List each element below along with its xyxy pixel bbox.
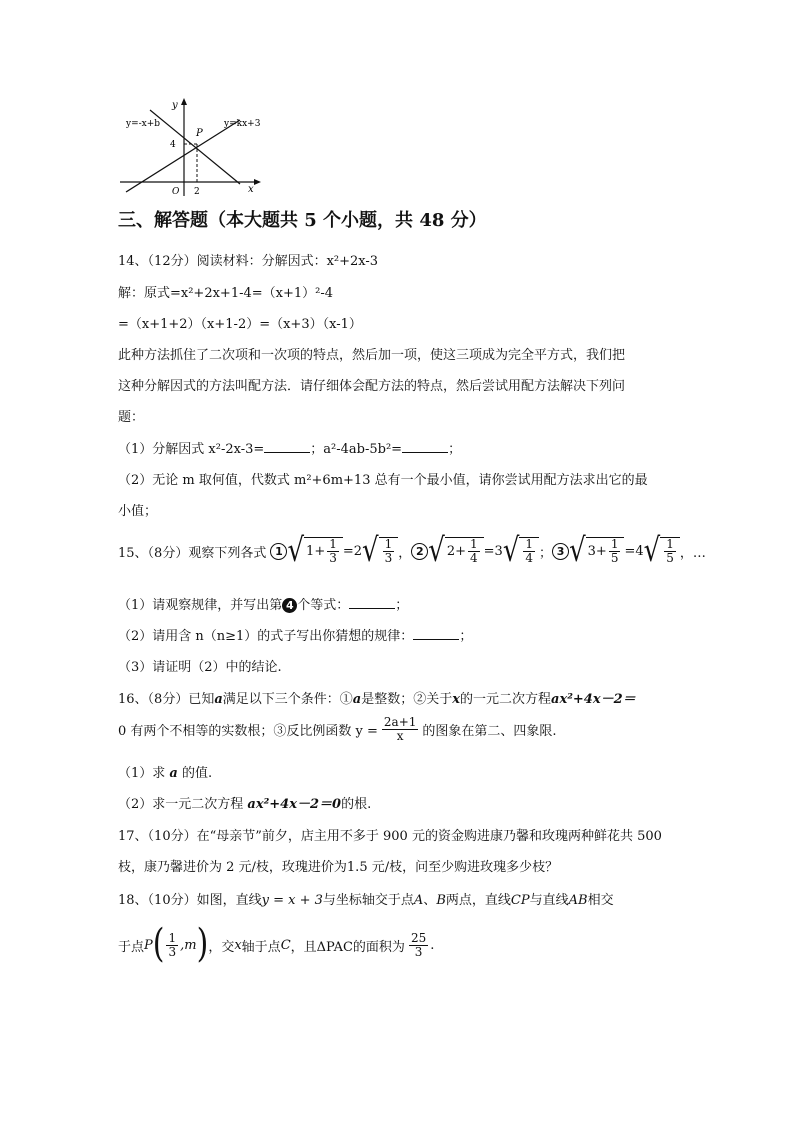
tail: ，…: [679, 545, 706, 561]
fraction: $\frac{1}{3}$: [329, 537, 337, 565]
coordinate-graph: [116, 96, 266, 200]
section-title: 三、解答题（本大题共 5 个小题，共 48 分）: [118, 210, 487, 231]
var-a: a: [214, 692, 223, 707]
fraction: $\frac{2a+1}{x}$: [383, 715, 417, 743]
q16-text: 0 有两个不相等的实数根；③反比例函数 y =: [118, 724, 378, 739]
q15-p2-text: （2）请用含 n（n≥1）的式子写出你猜想的规律：: [118, 629, 414, 644]
q16-text: 的值.: [182, 766, 213, 781]
fraction: $\frac{1}{5}$: [666, 537, 674, 565]
separator: ；: [539, 545, 553, 561]
q16-line1: [118, 688, 636, 707]
equation: ax²+4x－2＝0: [247, 797, 342, 812]
q15-p1-text2: 个等式：: [297, 598, 350, 613]
label-y: y: [172, 100, 178, 111]
equals: =: [268, 893, 289, 908]
q15-p1-text: （1）请观察规律，并写出第: [118, 598, 283, 613]
q14-line3: =（x+1+2）（x+1-2）=（x+3）（x-1）: [118, 317, 362, 332]
q16-text: 的图象在第二、四象限.: [422, 724, 557, 739]
separator: ，: [398, 545, 412, 561]
paren-right: ): [196, 921, 209, 968]
expr-text: 1+: [306, 544, 326, 559]
q16-line3: [118, 762, 212, 781]
q15-line1: [118, 532, 706, 570]
q15-line2: [118, 594, 408, 613]
var-m: ,m: [180, 937, 197, 953]
point-c: C: [280, 937, 291, 953]
q18-text: 与坐标轴交于点: [322, 893, 414, 908]
q14-p1-text2: ；a²-4ab-5b²=: [310, 442, 403, 457]
expr-text: =3: [483, 543, 503, 559]
label-x: x: [248, 184, 254, 195]
q14-line7: [118, 438, 461, 457]
circled-number-3: 3: [552, 543, 569, 560]
q15-p2-text2: ；: [459, 629, 473, 644]
q18-text: 的面积为: [352, 939, 405, 955]
sep: 、: [423, 893, 437, 908]
q15-prefix: 15、（8分）观察下列各式: [118, 545, 267, 561]
q16-text: 的一元二次方程: [460, 692, 552, 707]
y-axis-arrow: [181, 98, 187, 105]
q16-text: （1）求: [118, 766, 166, 781]
expr-text: 3+: [587, 544, 607, 559]
label-p: P: [196, 128, 203, 139]
q18-text: ，交: [208, 939, 235, 955]
fraction: $\frac{1}{4}$: [525, 537, 534, 565]
q14-line5: 这种分解因式的方法叫配方法．请仔细体会配方法的特点，然后尝试用配方法解决下列问: [118, 379, 626, 394]
sqrt-expr-2r: √ $\frac{1}{4}$: [503, 537, 539, 565]
answer-blank[interactable]: [264, 440, 310, 453]
q18-text: 18、（10分）如图，直线: [118, 893, 262, 908]
line-ab: AB: [568, 893, 588, 908]
q16-text: 是整数；②关于: [361, 692, 453, 707]
var-y: y: [261, 893, 269, 908]
q16-text: 满足以下三个条件：①: [222, 692, 353, 707]
label-4: 4: [170, 140, 176, 150]
circled-number-1: 1: [270, 543, 287, 560]
q14-line6: 题：: [118, 410, 145, 425]
expr: x + 3: [288, 893, 323, 908]
q17-line1: 17、（10分）在“母亲节”前夕，店主用不多于 900 元的资金购进康乃馨和玫瑰两种鲜花共 500: [118, 829, 662, 844]
x-axis-arrow: [254, 179, 261, 185]
q18-text: 相交: [587, 893, 614, 908]
q17-line2: 枝，康乃馨进价为 2 元/枝，玫瑰进价为1.5 元/枝，问至少购进玫瑰多少枝？: [118, 860, 559, 875]
label-o: O: [172, 187, 180, 197]
period: .: [430, 937, 435, 953]
q14-line2: 解：原式=x²+2x+1-4=（x+1）²-4: [118, 286, 334, 301]
q18-text: 两点，直线: [445, 893, 511, 908]
expr-text: 2+: [446, 544, 467, 559]
var-a: a: [169, 766, 178, 781]
q18-line1: [118, 889, 614, 908]
q14-line4: 此种方法抓住了二次项和一次项的特点，然后加一项，使这三项成为完全平方式，我们把: [118, 348, 626, 363]
fraction: $\frac{25}{3}$: [410, 930, 427, 959]
var-a: a: [352, 692, 362, 707]
label-line2: y=kx+3: [224, 119, 261, 129]
q18-text: ，且ΔPAC: [290, 939, 353, 955]
expr-text: =2: [342, 543, 363, 559]
answer-blank[interactable]: [349, 596, 395, 609]
label-line1: y=-x+b: [126, 119, 161, 129]
q15-line4: （3）请证明（2）中的结论.: [118, 660, 282, 675]
q18-line2: [118, 921, 435, 968]
line-cp: CP: [510, 893, 530, 908]
point-p: P: [144, 937, 153, 953]
point-b: B: [436, 893, 446, 908]
q15-line3: [118, 625, 472, 644]
line-kx-plus-3: [126, 120, 240, 192]
q14-p1-text3: ；: [448, 442, 462, 457]
fraction: $\frac{1}{3}$: [168, 930, 177, 959]
answer-blank[interactable]: [413, 627, 459, 640]
sqrt-expr-1: √ 1+ $\frac{1}{3}$: [287, 537, 342, 565]
answer-blank[interactable]: [402, 440, 448, 453]
q18-text: 与直线: [529, 893, 569, 908]
q14-line1: 14、（12分）阅读材料：分解因式：x²+2x-3: [118, 254, 379, 269]
circled-number-2: 2: [411, 543, 428, 560]
sqrt-expr-2: √ 2+ $\frac{1}{4}$: [428, 537, 483, 565]
circled-number-4: 4: [282, 598, 297, 613]
q16-text: （2）求一元二次方程: [118, 797, 244, 812]
q16-text: 的根.: [341, 797, 372, 812]
q14-line8: （2）无论 m 取何值，代数式 m²+6m+13 总有一个最小值，请你尝试用配方法求出它的最: [118, 473, 648, 488]
label-2: 2: [194, 187, 200, 197]
point-a: A: [413, 893, 424, 908]
q18-text: 于点: [118, 939, 145, 955]
q16-line4: [118, 793, 371, 812]
q16-text: 16、（8分）已知: [118, 692, 215, 707]
fraction: $\frac{1}{4}$: [470, 537, 478, 565]
q14-p1-text: （1）分解因式 x²-2x-3=: [118, 442, 265, 457]
fraction: $\frac{1}{5}$: [610, 537, 619, 565]
sqrt-expr-3: √ 3+ $\frac{1}{5}$: [569, 537, 624, 565]
sqrt-expr-3r: √ $\frac{1}{5}$: [644, 537, 680, 565]
q15-p1-text3: ；: [395, 598, 409, 613]
var-x: x: [452, 692, 460, 707]
sqrt-expr-1r: √ $\frac{1}{3}$: [362, 537, 398, 565]
fraction: $\frac{1}{3}$: [384, 537, 393, 565]
q14-line9: 小值；: [118, 504, 158, 519]
q16-line2: [118, 716, 557, 743]
var-x: x: [234, 937, 242, 953]
expr-text: =4: [624, 543, 644, 559]
equation: ax²+4x－2＝: [551, 692, 636, 707]
q18-text: 轴于点: [241, 939, 281, 955]
paren-left: (: [152, 921, 165, 968]
